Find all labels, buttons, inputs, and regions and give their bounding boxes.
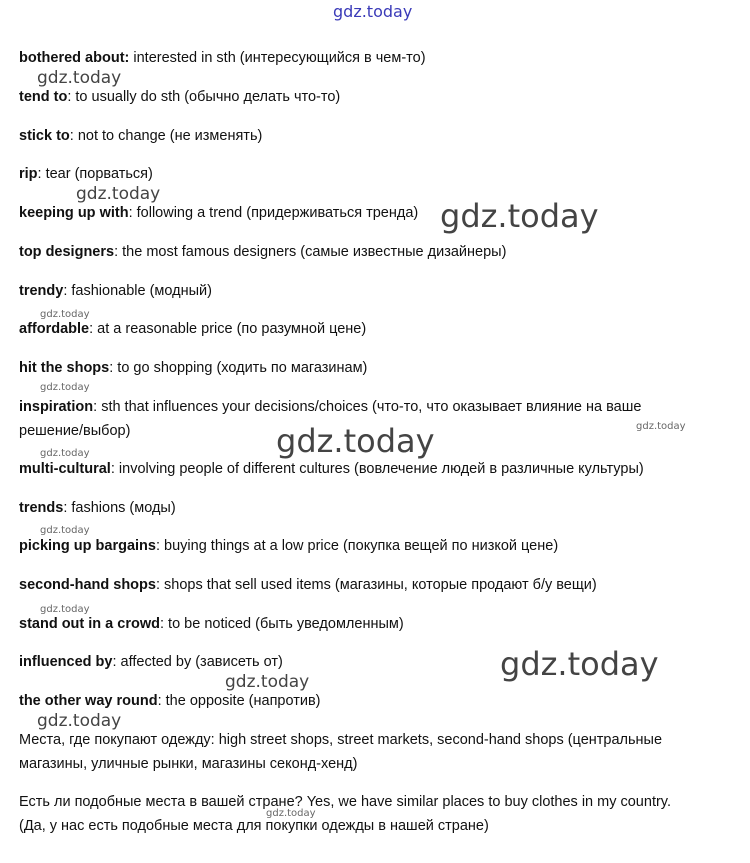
watermark-big-1: gdz.today bbox=[440, 197, 599, 235]
vocab-entry bbox=[19, 691, 321, 711]
vocab-entry bbox=[19, 203, 418, 223]
vocab-definition-continued: решение/выбор) bbox=[19, 423, 131, 439]
vocab-entry bbox=[19, 652, 283, 672]
vocab-term: influenced by bbox=[19, 654, 113, 670]
vocab-separator: : bbox=[93, 399, 102, 415]
vocab-definition: to be noticed (быть уведомленным) bbox=[168, 616, 404, 632]
vocab-separator: : bbox=[128, 205, 137, 221]
watermark-2: gdz.today bbox=[76, 184, 161, 204]
vocab-separator: : bbox=[37, 166, 46, 182]
vocab-definition: buying things at a low price (покупка вещей по низкой цене) bbox=[164, 538, 559, 554]
watermark-small-7: gdz.today bbox=[266, 808, 316, 819]
vocab-separator: : bbox=[67, 89, 76, 105]
vocab-term: trendy bbox=[19, 283, 64, 299]
vocab-entry bbox=[19, 575, 597, 595]
vocab-definition: sth that influences your decisions/choices (что-то, что оказывает влияние на ваше bbox=[101, 399, 642, 415]
vocab-term: hit the shops bbox=[19, 360, 110, 376]
paragraph-line: (Да, у нас есть подобные места для покупки одежды в нашей стране) bbox=[19, 818, 489, 834]
vocab-term: top designers bbox=[19, 244, 115, 260]
vocab-definition: at a reasonable price (по разумной цене) bbox=[97, 321, 367, 337]
vocab-term: keeping up with bbox=[19, 205, 129, 221]
vocab-definition: following a trend (придерживаться тренда) bbox=[136, 205, 419, 221]
paragraph-line: магазины, уличные рынки, магазины секонд-хенд) bbox=[19, 756, 358, 772]
vocab-definition: involving people of different cultures (вовлечение людей в различные культуры) bbox=[118, 461, 644, 477]
vocab-definition: fashions (моды) bbox=[71, 500, 176, 516]
vocab-separator: : bbox=[112, 654, 121, 670]
vocab-term: trends bbox=[19, 500, 64, 516]
watermark-big-3: gdz.today bbox=[500, 645, 659, 683]
vocab-term: the other way round bbox=[19, 693, 158, 709]
vocab-term: stick to bbox=[19, 128, 70, 144]
vocab-separator: : bbox=[114, 244, 123, 260]
vocab-term: bothered about: bbox=[19, 50, 130, 66]
vocab-definition: shops that sell used items (магазины, которые продают б/у вещи) bbox=[164, 577, 597, 593]
vocab-entry bbox=[19, 48, 426, 68]
paragraph-line: Есть ли подобные места в вашей стране? Yes, we have similar places to buy clothes in my country. bbox=[19, 794, 671, 810]
vocab-separator: : bbox=[63, 500, 72, 516]
vocab-definition: interested in sth (интересующийся в чем-то) bbox=[133, 50, 426, 66]
paragraph-line: Места, где покупают одежду: high street shops, street markets, second-hand shops (центральные bbox=[19, 732, 663, 748]
vocab-term: rip bbox=[19, 166, 38, 182]
watermark-1: gdz.today bbox=[37, 68, 122, 88]
vocab-definition: to go shopping (ходить по магазинам) bbox=[117, 360, 368, 376]
vocab-separator: : bbox=[89, 321, 98, 337]
watermark-small-2: gdz.today bbox=[40, 382, 90, 393]
vocab-entry bbox=[19, 242, 506, 262]
vocab-definition: the opposite (напротив) bbox=[165, 693, 321, 709]
vocab-entry bbox=[19, 397, 641, 417]
watermark-top: gdz.today bbox=[333, 2, 413, 21]
vocab-term: multi-cultural bbox=[19, 461, 111, 477]
vocab-term: second-hand shops bbox=[19, 577, 156, 593]
watermark-small-5: gdz.today bbox=[40, 525, 90, 536]
vocab-definition: the most famous designers (самые известные дизайнеры) bbox=[122, 244, 507, 260]
vocab-definition: to usually do sth (обычно делать что-то) bbox=[75, 89, 341, 105]
vocab-definition: fashionable (модный) bbox=[71, 283, 212, 299]
vocab-entry bbox=[19, 459, 644, 479]
vocab-entry bbox=[19, 87, 340, 107]
vocab-separator: : bbox=[159, 616, 169, 632]
watermark-small-1: gdz.today bbox=[40, 309, 90, 320]
watermark-4: gdz.today bbox=[37, 711, 122, 731]
vocab-separator: : bbox=[63, 283, 72, 299]
vocab-term: tend to bbox=[19, 89, 68, 105]
vocab-term: affordable bbox=[19, 321, 90, 337]
vocab-entry bbox=[19, 319, 366, 339]
vocab-separator: : bbox=[109, 360, 118, 376]
vocab-definition: affected by (зависеть от) bbox=[120, 654, 283, 670]
watermark-small-6: gdz.today bbox=[40, 604, 90, 615]
vocab-term: inspiration bbox=[19, 399, 94, 415]
vocab-separator: : bbox=[157, 693, 166, 709]
watermark-small-3: gdz.today bbox=[636, 421, 686, 432]
vocab-entry bbox=[19, 536, 558, 556]
vocab-separator: : bbox=[69, 128, 78, 144]
vocab-definition: not to change (не изменять) bbox=[77, 128, 263, 144]
vocab-term: picking up bargains bbox=[19, 538, 156, 554]
watermark-3: gdz.today bbox=[225, 672, 310, 692]
vocab-separator: : bbox=[155, 538, 165, 554]
vocab-term: stand out in a crowd bbox=[19, 616, 160, 632]
vocab-separator: : bbox=[155, 577, 165, 593]
vocab-entry bbox=[19, 498, 176, 518]
vocab-entry bbox=[19, 358, 367, 378]
vocab-entry bbox=[19, 164, 153, 184]
vocab-definition: tear (порваться) bbox=[45, 166, 153, 182]
vocab-entry bbox=[19, 126, 262, 146]
vocab-entry bbox=[19, 281, 212, 301]
watermark-small-4: gdz.today bbox=[40, 448, 90, 459]
watermark-big-2: gdz.today bbox=[276, 422, 435, 460]
vocab-separator: : bbox=[110, 461, 119, 477]
vocab-entry bbox=[19, 614, 404, 634]
